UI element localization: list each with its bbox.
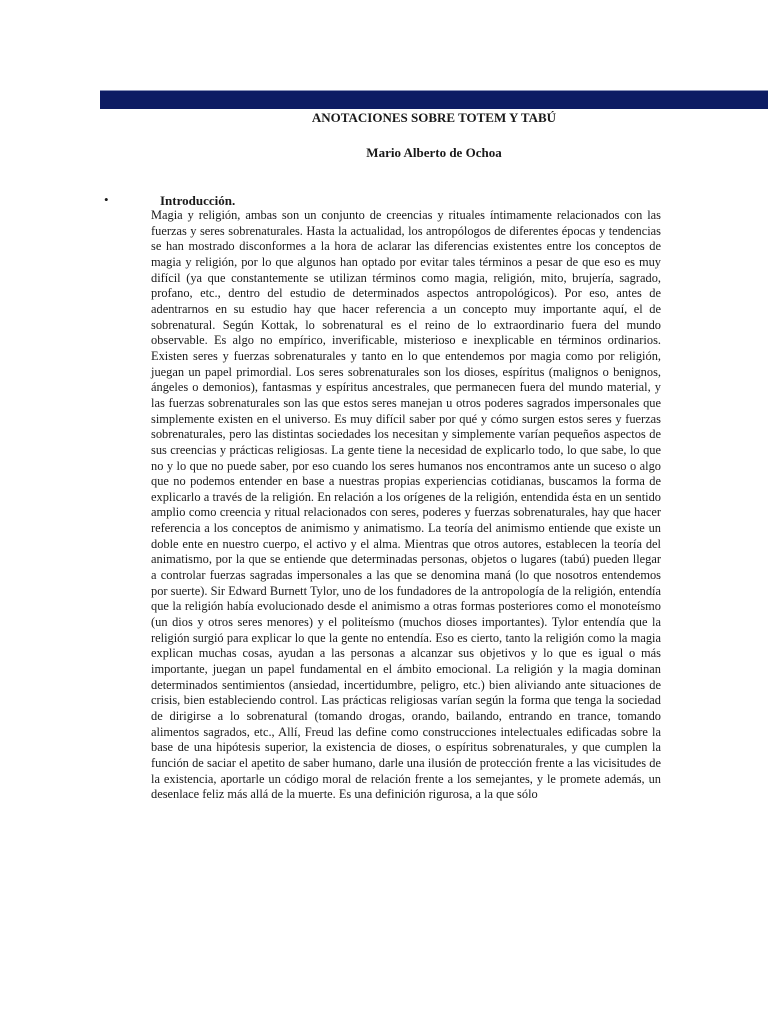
header-bar [100,90,768,109]
document-author: Mario Alberto de Ochoa [366,145,502,160]
body-paragraph: Magia y religión, ambas son un conjunto de creencias y rituales íntimamente relacionados con las fuerzas y seres sobrenaturales. Hasta la actualidad, los antropólogos de diferentes épocas y tendencias se han mostrado disconformes a la hora de aclarar las diferencias existentes entre los conceptos de magia y religión, por lo que algunos han optado por evitar tales términos a pesar de que eso es muy difícil (ya que constantemente se utilizan términos como magia, religión, mito, brujería, sagrado, profano, etc., dentro del estudio de determinados aspectos antropológicos). Por eso, antes de adentrarnos en su estudio hay que hacer referencia a un concepto muy importante aquí, el de sobrenatural. Según Kottak, lo sobrenatural es el reino de lo extraordinario fuera del mundo observable. Es algo no empírico, inverificable, misterioso e inexplicable en términos ordinarios. Existen seres y fuerzas sobrenaturales y tanto en lo que entendemos por magia como por religión, juegan un papel primordial. Los seres sobrenaturales son los dioses, espíritus (malignos o benignos, ángeles o demonios), fantasmas y espíritus ancestrales, que permanecen fuera del mundo material, y las fuerzas sobrenaturales son las que estos seres manejan u otros poderes sagrados impersonales que simplemente existen en el universo. Es muy difícil saber por qué y cómo surgen estos seres y fuerzas sobrenaturales, pero las distintas sociedades los necesitan y simplemente varían pequeños aspectos de sus creencias y prácticas religiosas. La gente tiene la necesidad de explicarlo todo, lo que sabe, lo que no y lo que no puede saber, por eso cuando los seres humanos nos encontramos ante un suceso o algo que no podemos entender en base a nuestras propias experiencias cotidianas, buscamos la forma de explicarlo a través de la religión. En relación a los orígenes de la religión, entendida ésta en un sentido amplio como creencia y ritual relacionados con seres, poderes y fuerzas sobrenaturales, hay que hacer referencia a los conceptos de animismo y animatismo. La teoría del animismo entiende que existe un doble ente en nuestro cuerpo, el activo y el alma. Mientras que otros autores, establecen la teoría del animatismo, por la que se entiende que determinadas personas, objetos o lugares (tabú) pueden llegar a controlar fuerzas sagradas impersonales a las que se denomina maná (lo que nosotros entendemos por suerte). Sir Edward Burnett Tylor, uno de los fundadores de la antropología de la religión, entendía que la religión había evolucionado desde el animismo a otras formas posteriores como el monoteísmo (un dios y otros seres menores) y el politeísmo (muchos dioses importantes). Tylor entendía que la religión surgió para explicar lo que la gente no entendía. Eso es cierto, tanto la religión como la magia explican muchas cosas, ayudan a las personas a alcanzar sus objetivos y lo que es igual o más importante, juegan un papel fundamental en el ámbito emocional. La religión y la magia dominan determinados sentimientos (ansiedad, incertidumbre, peligro, etc.) bien aliviando ante situaciones de crisis, bien estableciendo control. Las prácticas religiosas varían según la forma que tenga la sociedad de dirigirse a lo sobrenatural (tomando drogas, orando, bailando, entrando en trance, tomando alimentos sagrados, etc., Allí, Freud las define como construcciones intelectuales edificadas sobre la base de una hipótesis superior, la existencia de dioses, o espíritus sobrenaturales, y que cumplen la función de saciar el apetito de saber humano, darle una ilusión de protección frente a las vicisitudes de la existencia, aportarle un código moral de relación frente a los semejantes, y le promete además, un desenlace feliz más allá de la muerte. Es una definición rigurosa, a la que sólo [151,208,661,802]
section-heading: Introducción. [160,193,236,208]
list-bullet: • [104,192,109,207]
document-title: ANOTACIONES SOBRE TOTEM Y TABÚ [311,110,557,125]
